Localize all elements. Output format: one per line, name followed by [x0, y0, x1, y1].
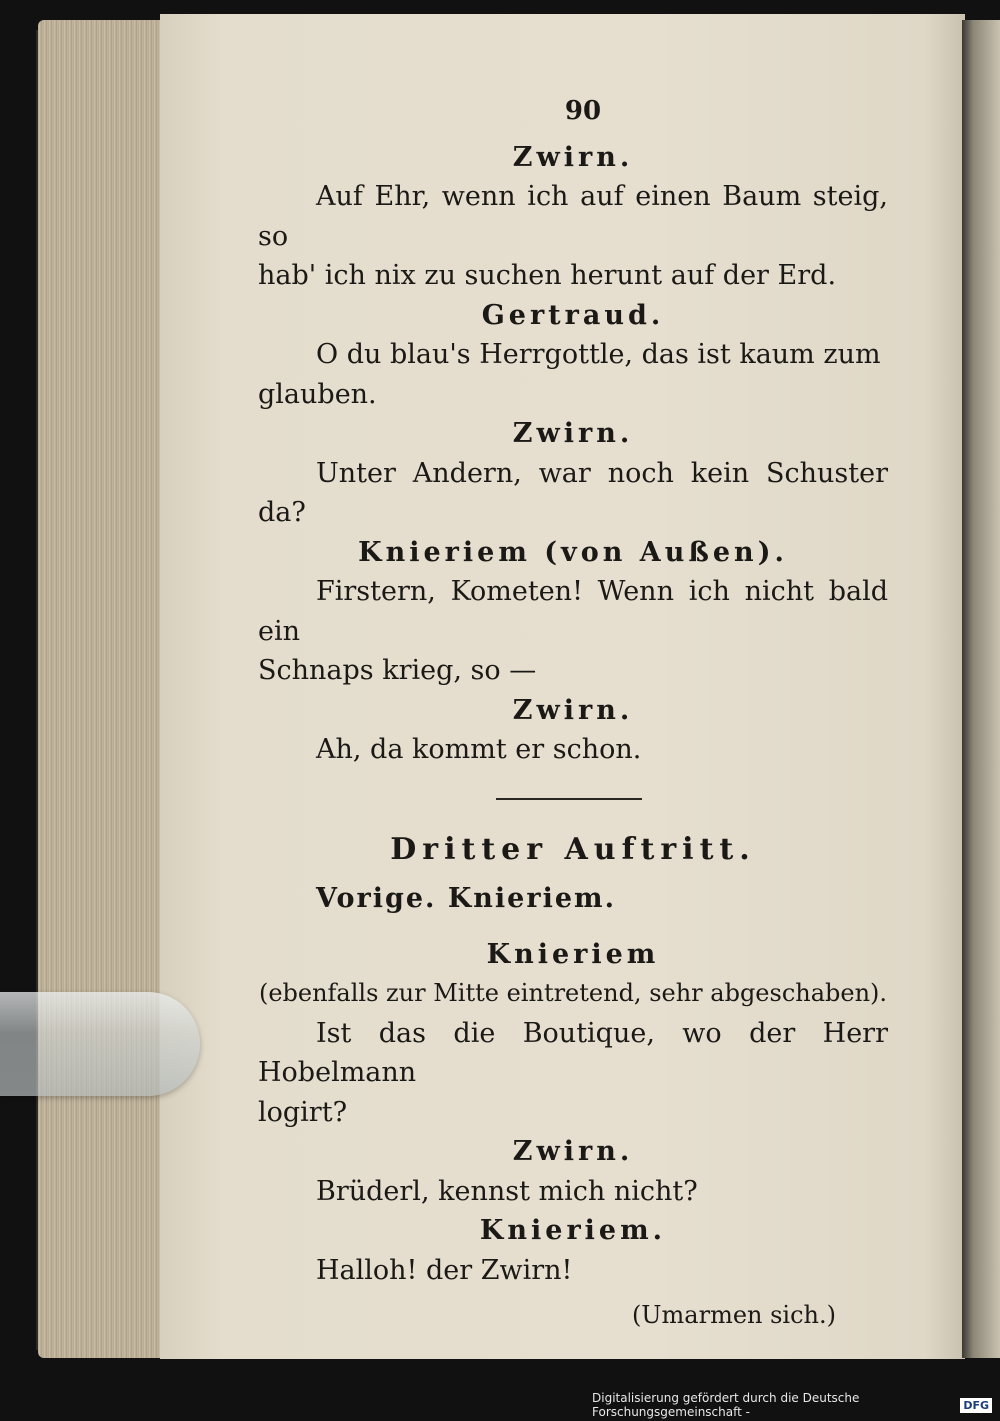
text-line: Brüderl, kennst mich nicht? — [316, 1175, 698, 1207]
dialogue-section-1 — [258, 138, 888, 770]
page-edges — [38, 20, 168, 1358]
text-line: Firstern, Kometen! Wenn ich nicht bald ein — [258, 576, 888, 647]
text-line: Ah, da kommt er schon. — [316, 734, 642, 765]
closing-stage-direction: (Umarmen sich.) — [631, 1301, 836, 1329]
speaker-name: Gertraud. — [481, 299, 665, 331]
divider-rule — [496, 798, 642, 800]
text-line: Unter Andern, war noch kein Schuster da? — [258, 457, 888, 528]
characters-line: Vorige. Knieriem. — [316, 883, 616, 914]
scene-heading: Dritter Auftritt. — [390, 831, 756, 867]
page-text — [258, 92, 888, 1336]
dfg-logo: DFG — [960, 1398, 992, 1413]
text-line: hab' ich nix zu suchen herunt auf der Erd. — [258, 260, 837, 291]
speaker-name: Knieriem (von Außen). — [358, 536, 788, 568]
page-number: 90 — [564, 96, 602, 126]
footer-text: Digitalisierung gefördert durch die Deutsche Forschungsgemeinschaft - — [592, 1391, 860, 1419]
text-line: Ist das die Boutique, wo der Herr Hobelmann — [258, 1017, 888, 1088]
speaker-name: Zwirn. — [512, 141, 634, 173]
text-line: O du blau's Herrgottle, das ist kaum zum — [316, 339, 881, 370]
text-line: glauben. — [258, 378, 377, 410]
dialogue-section-2 — [258, 935, 888, 1291]
glass-ruler — [0, 992, 200, 1096]
footer — [592, 1393, 992, 1417]
speaker-name: Zwirn. — [512, 1136, 634, 1167]
section-divider — [258, 770, 888, 828]
text-line: Auf Ehr, wenn ich auf einen Baum steig, so — [258, 181, 888, 252]
speaker-name: Zwirn. — [512, 694, 634, 726]
facing-page-edge — [962, 20, 1000, 1358]
text-line: Schnaps krieg, so — — [258, 655, 537, 686]
text-line: logirt? — [258, 1096, 348, 1128]
text-line: Halloh! der Zwirn! — [316, 1254, 573, 1286]
speaker-name: Zwirn. — [512, 418, 634, 449]
stage-direction: (ebenfalls zur Mitte eintretend, sehr abgeschaben). — [258, 979, 888, 1007]
speaker-name: Knieriem — [486, 938, 660, 970]
speaker-name: Knieriem. — [479, 1215, 667, 1246]
